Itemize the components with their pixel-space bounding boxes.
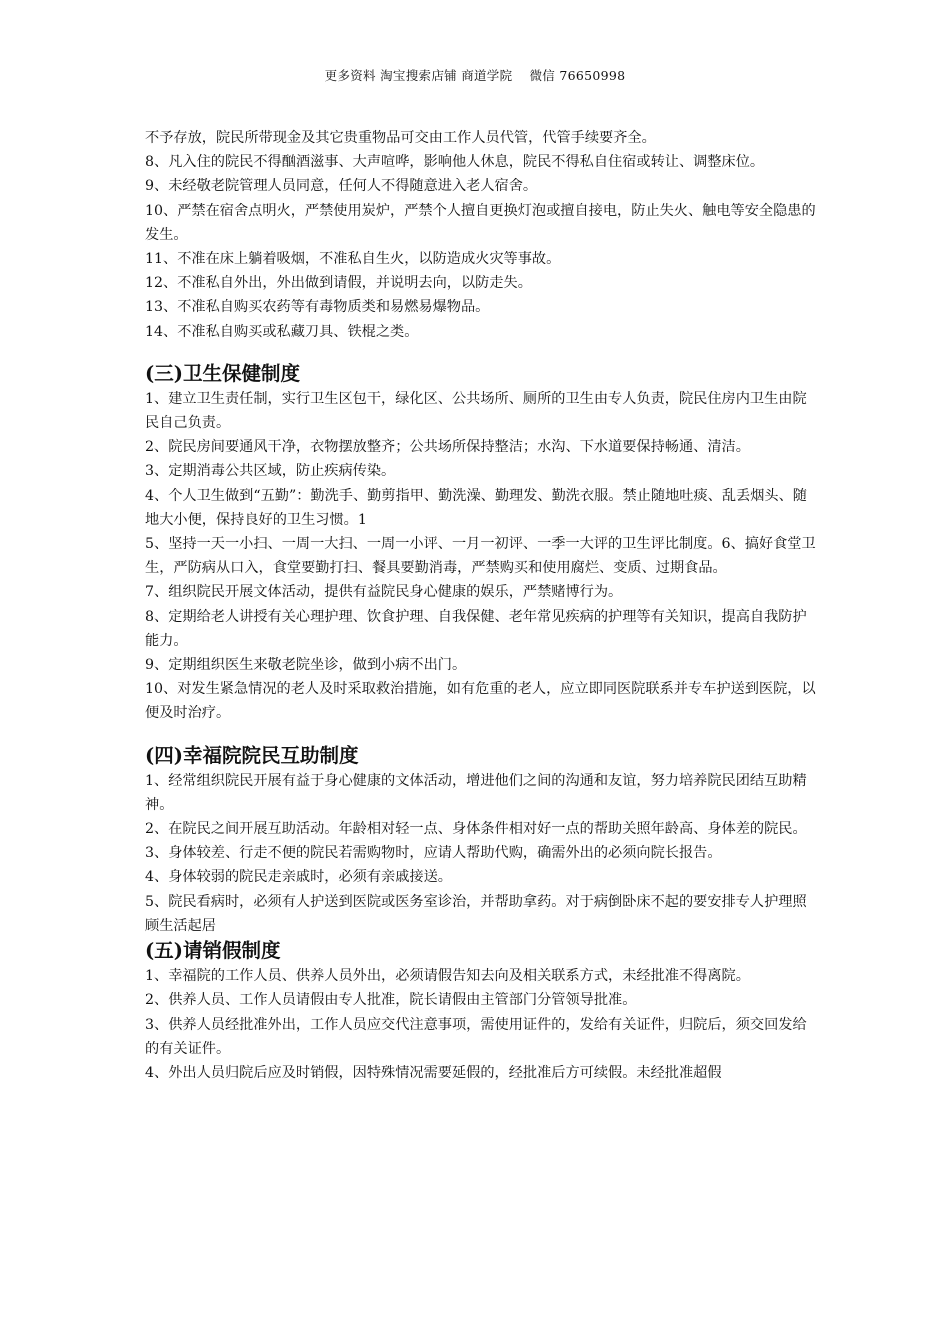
paragraph: 13、不准私自购买农药等有毒物质类和易燃易爆物品。: [145, 299, 490, 316]
section-heading-leave: (五)请销假制度: [145, 939, 281, 963]
paragraph: 不予存放，院民所带现金及其它贵重物品可交由工作人员代管，代管手续要齐全。: [145, 130, 656, 146]
paragraph: 10、严禁在宿舍点明火，严禁使用炭炉，严禁个人擅自更换灯泡或擅自接电，防止失火、触电等安全隐患的发生。: [145, 202, 816, 243]
paragraph: 8、凡入住的院民不得酗酒滋事、大声喧哗，影响他人休息，院民不得私自住宿或转让、调整床位。: [145, 154, 765, 171]
document-body: [145, 126, 817, 1085]
paragraph: 12、不准私自外出，外出做到请假，并说明去向，以防走失。: [145, 275, 532, 292]
paragraph: 2、院民房间要通风干净，衣物摆放整齐；公共场所保持整洁；水沟、下水道要保持畅通、清洁。: [145, 439, 750, 456]
paragraph: 5、坚持一天一小扫、一周一大扫、一周一小评、一月一初评、一季一大评的卫生评比制度。6、搞好食堂卫生，严防病从口入，食堂要勤打扫、餐具要勤消毒，严禁购买和使用腐烂、变质、过期食品。: [145, 536, 816, 577]
paragraph: 2、在院民之间开展互助活动。年龄相对轻一点、身体条件相对好一点的帮助关照年龄高、身体差的院民。: [145, 821, 807, 838]
paragraph: 9、未经敬老院管理人员同意，任何人不得随意进入老人宿舍。: [145, 178, 538, 195]
paragraph: 4、个人卫生做到“五勤”：勤洗手、勤剪指甲、勤洗澡、勤理发、勤洗衣服。禁止随地吐痰、乱丢烟头、随地大小便，保持良好的卫生习惯。1: [145, 487, 807, 528]
paragraph: 1、经常组织院民开展有益于身心健康的文体活动，增进他们之间的沟通和友谊，努力培养院民团结互助精神。: [145, 772, 807, 813]
page-header: 更多资料 淘宝搜索店铺 商道学院 微信 76650998: [324, 68, 626, 83]
paragraph: 8、定期给老人讲授有关心理护理、饮食护理、自我保健、老年常见疾病的护理等有关知识，提高自我防护能力。: [145, 608, 807, 649]
paragraph: 14、不准私自购买或私藏刀具、铁棍之类。: [145, 323, 419, 340]
paragraph: 1、幸福院的工作人员、供养人员外出，必须请假告知去向及相关联系方式，未经批准不得离院。: [145, 968, 750, 985]
paragraph: 1、建立卫生责任制，实行卫生区包干，绿化区、公共场所、厕所的卫生由专人负责，院民住房内卫生由院民自己负责。: [145, 390, 807, 432]
paragraph: 11、不准在床上躺着吸烟，不准私自生火，以防造成火灾等事故。: [145, 251, 561, 268]
paragraph: 5、院民看病时，必须有人护送到医院或医务室诊治，并帮助拿药。对于病倒卧床不起的要安排专人护理照顾生活起居: [145, 893, 807, 934]
paragraph: 9、定期组织医生来敬老院坐诊，做到小病不出门。: [145, 657, 467, 674]
paragraph: 4、外出人员归院后应及时销假，因特殊情况需要延假的，经批准后方可续假。未经批准超假: [145, 1064, 722, 1081]
section-heading-mutual-aid: (四)幸福院院民互助制度: [145, 743, 359, 767]
paragraph: 3、定期消毒公共区域，防止疾病传染。: [145, 463, 396, 480]
paragraph: 3、供养人员经批准外出，工作人员应交代注意事项，需使用证件的，发给有关证件，归院后，须交回发给的有关证件。: [145, 1016, 807, 1057]
paragraph: 2、供养人员、工作人员请假由专人批准，院长请假由主管部门分管领导批准。: [145, 992, 637, 1009]
paragraph: 3、身体较差、行走不便的院民若需购物时，应请人帮助代购，确需外出的必须向院长报告。: [145, 845, 722, 862]
paragraph: 4、身体较弱的院民走亲戚时，必须有亲戚接送。: [145, 869, 452, 886]
section-heading-hygiene: (三)卫生保健制度: [145, 361, 300, 385]
paragraph: 7、组织院民开展文体活动，提供有益院民身心健康的娱乐，严禁赌博行为。: [145, 584, 623, 601]
paragraph: 10、对发生紧急情况的老人及时采取救治措施，如有危重的老人，应立即同医院联系并专车护送到医院，以便及时治疗。: [145, 681, 816, 722]
